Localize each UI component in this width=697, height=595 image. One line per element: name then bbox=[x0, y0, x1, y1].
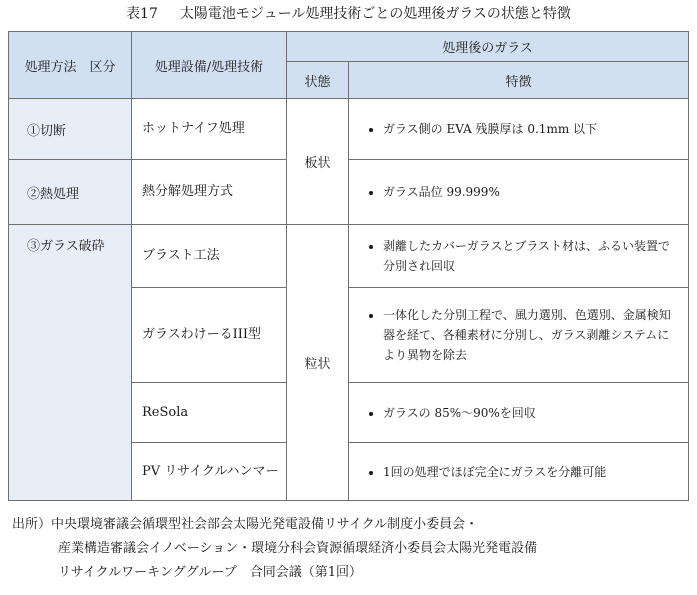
processing-table bbox=[8, 31, 689, 501]
feature-cell: • ガラス側の EVA 残膜厚は 0.1mm 以下 bbox=[349, 99, 689, 160]
header-state: 状態 bbox=[287, 62, 349, 99]
feature-cell: • ガラス品位 99.999% bbox=[349, 160, 689, 225]
table-row bbox=[9, 160, 689, 225]
equipment-cell: 熱分解処理方式 bbox=[132, 160, 287, 225]
table-caption bbox=[0, 4, 697, 24]
state-cell-plate: 板状 bbox=[287, 99, 349, 225]
source-line-1: 出所）中央環境審議会循環型社会部会太陽光発電設備リサイクル制度小委員会・ bbox=[12, 517, 479, 532]
table-title: 太陽電池モジュール処理技術ごとの処理後ガラスの状態と特徴 bbox=[179, 6, 571, 22]
feature-cell: • 一体化した分別工程で、風力選別、色選別、金属検知器を経て、各種素材に分別し、ガラス剥離システムにより異物を除去 bbox=[349, 288, 689, 383]
equipment-cell: ガラスわけーるIII型 bbox=[132, 288, 287, 383]
category-cell: ①切断 bbox=[9, 99, 132, 160]
category-cell: ③ガラス破砕 bbox=[9, 225, 132, 501]
header-equipment: 処理設備/処理技術 bbox=[132, 32, 287, 99]
equipment-cell: ホットナイフ処理 bbox=[132, 99, 287, 160]
equipment-cell: PV リサイクルハンマー bbox=[132, 443, 287, 501]
header-glass-after: 処理後のガラス bbox=[287, 32, 689, 62]
state-cell-granular: 粒状 bbox=[287, 225, 349, 501]
header-row-1 bbox=[9, 32, 689, 62]
source-note bbox=[12, 513, 537, 585]
table-row bbox=[9, 225, 689, 288]
equipment-cell: ブラスト工法 bbox=[132, 225, 287, 288]
feature-cell: • 1回の処理でほぼ完全にガラスを分離可能 bbox=[349, 443, 689, 501]
equipment-cell: ReSola bbox=[132, 383, 287, 443]
header-method-category: 処理方法 区分 bbox=[9, 32, 132, 99]
table-number: 表17 bbox=[126, 6, 158, 22]
feature-cell: • ガラスの 85%～90%を回収 bbox=[349, 383, 689, 443]
source-line-2: 産業構造審議会イノベーション・環境分科会資源循環経済小委員会太陽光発電設備 bbox=[58, 541, 538, 556]
feature-cell: • 剥離したカバーガラスとブラスト材は、ふるい装置で分別され回収 bbox=[349, 225, 689, 288]
header-feature: 特徴 bbox=[349, 62, 689, 99]
category-cell: ②熱処理 bbox=[9, 160, 132, 225]
table-row bbox=[9, 99, 689, 160]
source-line-3: リサイクルワーキンググループ 合同会議（第1回） bbox=[58, 565, 363, 580]
